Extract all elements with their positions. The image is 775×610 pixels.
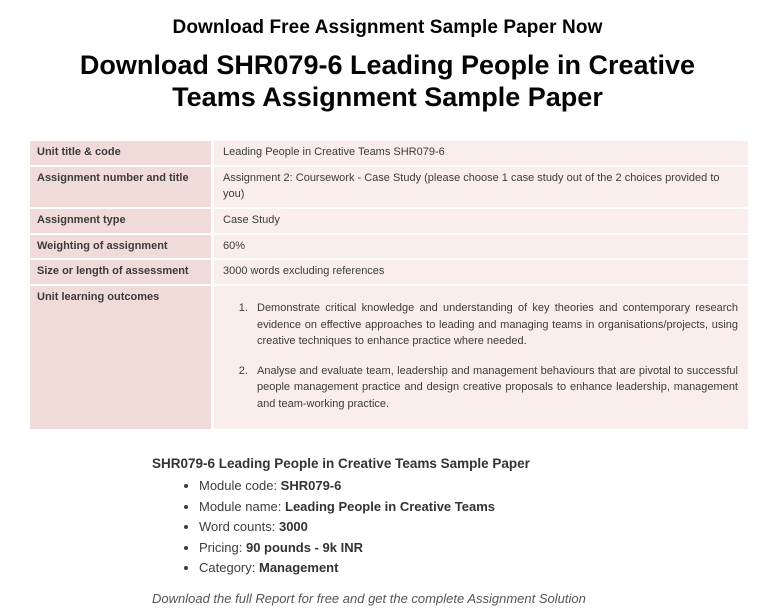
row-value-size-length: 3000 words excluding references: [214, 260, 748, 284]
item-label: Category:: [199, 560, 259, 576]
row-value-assignment-number: Assignment 2: Coursework - Case Study (please choose 1 case study out of the 2 choices provided to you): [214, 167, 748, 207]
item-label: Module name:: [199, 498, 285, 514]
item-label: Module code:: [199, 478, 281, 494]
table-row: [30, 286, 748, 429]
list-item-pricing: [199, 540, 775, 555]
row-value-learning-outcomes: [214, 286, 748, 429]
page-title: Download SHR079-6 Leading People in Creative Teams Assignment Sample Paper: [79, 50, 696, 113]
table-row: [30, 235, 748, 259]
item-label: Pricing:: [199, 539, 246, 555]
row-label-assignment-type: Assignment type: [30, 209, 211, 233]
item-value: Management: [258, 560, 339, 576]
learning-outcome-item: 2. Analyse and evaluate team, leadership and management behaviours that are pivotal to successful people management practice and design creative proposals to enhance leadership, management and team-working practice.: [251, 363, 738, 413]
row-value-weighting: 60%: [214, 235, 748, 259]
summary-list: [152, 478, 775, 575]
learning-outcomes-list: [223, 300, 738, 412]
table-row: [30, 260, 748, 284]
row-value-assignment-type: Case Study: [214, 209, 748, 233]
list-item-category: [199, 560, 775, 575]
row-value-unit-title: Leading People in Creative Teams SHR079-6: [214, 141, 748, 165]
table-row: [30, 141, 748, 165]
row-label-unit-title: Unit title & code: [30, 141, 211, 165]
list-item-word-counts: [199, 519, 775, 534]
sample-paper-summary: [152, 456, 775, 575]
item-value: 3000: [278, 519, 308, 535]
row-label-learning-outcomes: Unit learning outcomes: [30, 286, 211, 429]
table-row: [30, 209, 748, 233]
assignment-spec-table: [30, 141, 748, 430]
item-value: Leading People in Creative Teams: [285, 498, 495, 514]
learning-outcome-item: 1. Demonstrate critical knowledge and understanding of key theories and contemporary research evidence on effective approaches to leading and managing teams in organisations/projects, using creative techniques to enhance practice where needed.: [251, 300, 738, 350]
page-subtitle: Download Free Assignment Sample Paper Now: [172, 17, 603, 38]
item-value: SHR079-6: [280, 478, 342, 494]
list-item-module-name: [199, 499, 775, 514]
footer-note: Download the full Report for free and get the complete Assignment Solution: [152, 591, 586, 607]
document-page: [0, 17, 775, 610]
row-label-assignment-number: Assignment number and title: [30, 167, 211, 207]
row-label-size-length: Size or length of assessment: [30, 260, 211, 284]
row-label-weighting: Weighting of assignment: [30, 235, 211, 259]
table-row: [30, 167, 748, 207]
item-label: Word counts:: [199, 519, 279, 535]
summary-heading: SHR079-6 Leading People in Creative Teams Sample Paper: [152, 456, 530, 472]
item-value: 90 pounds - 9k INR: [245, 539, 363, 555]
list-item-module-code: [199, 478, 775, 493]
